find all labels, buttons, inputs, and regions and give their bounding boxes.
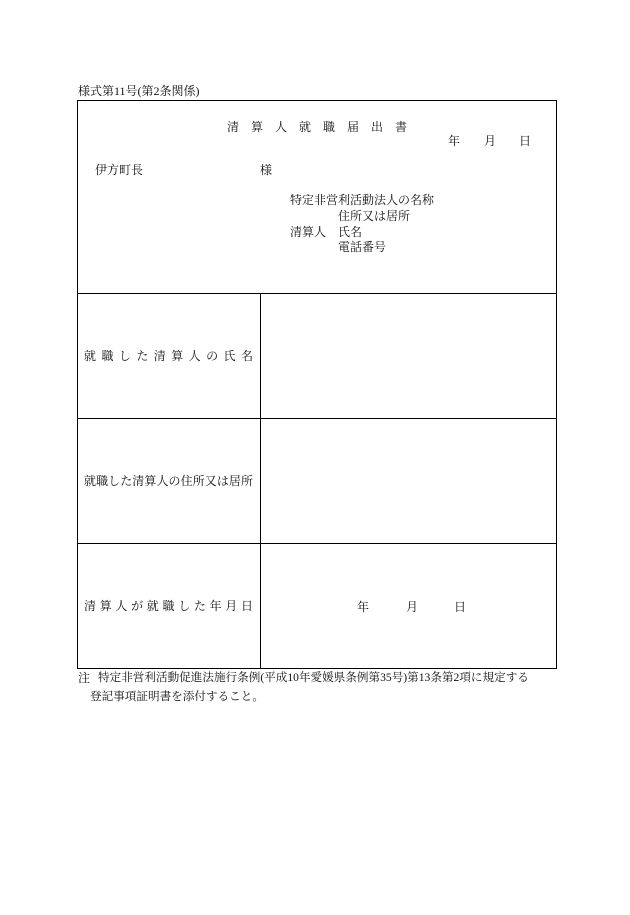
phone-label: 電話番号 [338,240,387,254]
form-title: 清 算 人 就 職 届 出 書 [227,120,407,134]
form-row-liquidator-address [78,419,556,544]
appointment-date-month: 月 [406,600,419,614]
header-date-year: 年 [448,134,461,148]
liquidator-appointment-form [77,100,557,669]
appointment-date-value-cell [261,544,556,668]
header-date-month: 月 [484,134,497,148]
form-row-appointment-date [78,544,556,668]
appointment-date-day: 日 [454,600,467,614]
note-line-2: 登記事項証明書を添付すること。 [90,690,264,703]
name-label: 氏名 [338,225,363,239]
org-name-label: 特定非営利活動法人の名称 [290,193,435,207]
liquidator-label: 清算人 [290,225,327,239]
row-label-cell [78,419,261,543]
address-label: 住所又は居所 [338,209,411,223]
form-header-cell [78,101,556,294]
row-label: 就職した清算人の住所又は居所 [84,474,253,488]
note-prefix: 注 [78,671,91,685]
header-date-day: 日 [519,134,532,148]
row-label-cell [78,294,261,418]
appointment-date-year: 年 [357,600,370,614]
addressee-honorific: 様 [260,163,273,177]
row-label: 就 職 し た 清 算 人 の 氏 名 [84,349,253,363]
form-number-label: 様式第11号(第2条関係) [78,84,200,98]
note-line-1: 特定非営利活動促進法施行条例(平成10年愛媛県条例第35号)第13条第2項に規定する [98,671,529,684]
row-label-cell [78,544,261,668]
liquidator-address-value-cell [261,419,556,543]
row-label: 清 算 人 が 就 職 し た 年 月 日 [84,599,253,613]
addressee: 伊方町長 [95,163,144,177]
form-row-liquidator-name [78,294,556,419]
liquidator-name-value-cell [261,294,556,418]
